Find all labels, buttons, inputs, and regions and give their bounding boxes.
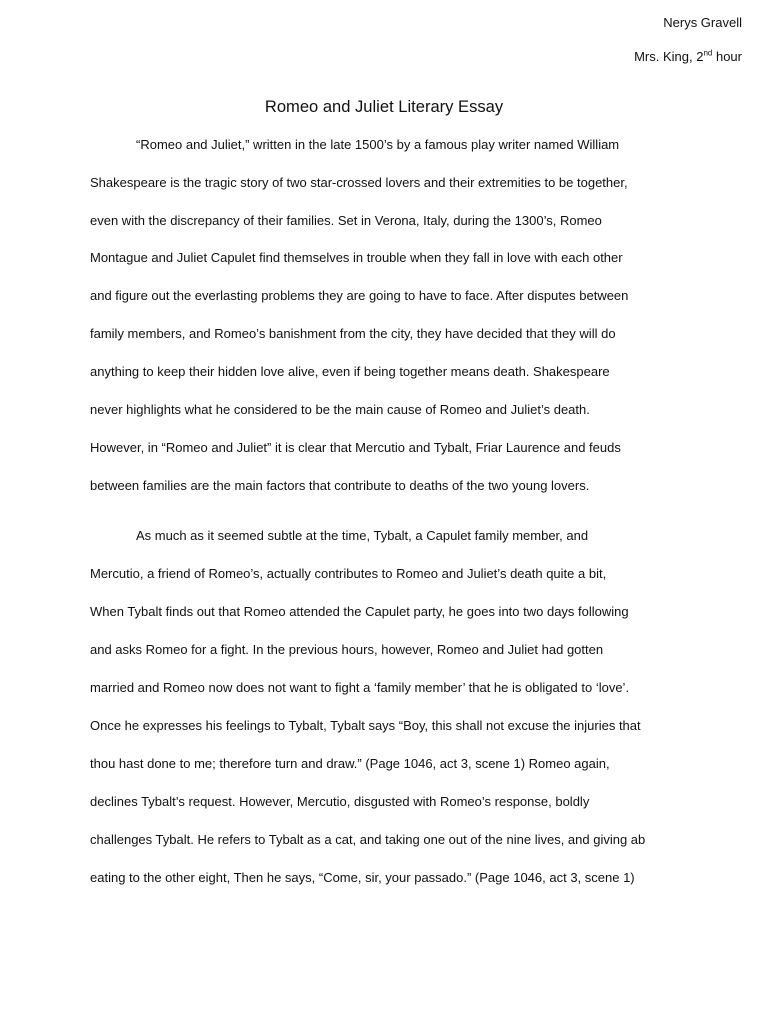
paragraph-2-line-9: challenges Tybalt. He refers to Tybalt as a cat, and taking one out of the nine lives, and giving ab: [90, 832, 646, 847]
paragraph-2-line-2: Mercutio, a friend of Romeo’s, actually contributes to Romeo and Juliet’s death quite a bit,: [90, 566, 607, 581]
paragraph-1-line-9: However, in “Romeo and Juliet” it is clear that Mercutio and Tybalt, Friar Laurence and feuds: [90, 440, 621, 455]
paragraph-1-line-3: even with the discrepancy of their families. Set in Verona, Italy, during the 1300’s, Romeo: [90, 213, 602, 228]
paragraph-1-line-1: “Romeo and Juliet,” written in the late 1500’s by a famous play writer named William: [136, 137, 620, 152]
essay-title: Romeo and Juliet Literary Essay: [264, 97, 504, 116]
teacher-prefix: Mrs. King, 2: [634, 49, 704, 64]
paragraph-2-line-7: thou hast done to me; therefore turn and draw.” (Page 1046, act 3, scene 1) Romeo again,: [90, 756, 610, 771]
author-name: Nerys Gravell: [663, 15, 742, 30]
paragraph-1-line-10: between families are the main factors that contribute to deaths of the two young lovers.: [90, 478, 590, 493]
paragraph-2-line-5: married and Romeo now does not want to fight a ‘family member’ that he is obligated to ‘love’.: [90, 680, 630, 695]
paragraph-2-line-10: eating to the other eight, Then he says, “Come, sir, your passado.” (Page 1046, act 3, scene 1): [90, 870, 635, 885]
paragraph-1-line-2: Shakespeare is the tragic story of two star-crossed lovers and their extremities to be together,: [90, 175, 628, 190]
paragraph-2-line-4: and asks Romeo for a fight. In the previous hours, however, Romeo and Juliet had gotten: [90, 642, 604, 657]
paragraph-1-line-4: Montague and Juliet Capulet find themselves in trouble when they fall in love with each other: [90, 250, 623, 265]
paragraph-1-line-8: never highlights what he considered to be the main cause of Romeo and Juliet’s death.: [90, 402, 590, 417]
teacher-suffix: hour: [712, 49, 742, 64]
paragraph-1-line-7: anything to keep their hidden love alive, even if being together means death. Shakespeare: [90, 364, 610, 379]
paragraph-2-line-6: Once he expresses his feelings to Tybalt, Tybalt says “Boy, this shall not excuse the injuries that: [90, 718, 641, 733]
period-ordinal-suffix: nd: [703, 48, 713, 58]
paragraph-2-line-1: As much as it seemed subtle at the time, Tybalt, a Capulet family member, and: [136, 528, 589, 543]
paragraph-2-line-8: declines Tybalt’s request. However, Mercutio, disgusted with Romeo’s response, boldly: [90, 794, 590, 809]
paragraph-2-line-3: When Tybalt finds out that Romeo attended the Capulet party, he goes into two days following: [90, 604, 629, 619]
paragraph-1-line-5: and figure out the everlasting problems they are going to have to face. After disputes between: [90, 288, 629, 303]
paragraph-1-line-6: family members, and Romeo’s banishment from the city, they have decided that they will do: [90, 326, 616, 341]
teacher-and-period: [634, 49, 742, 65]
